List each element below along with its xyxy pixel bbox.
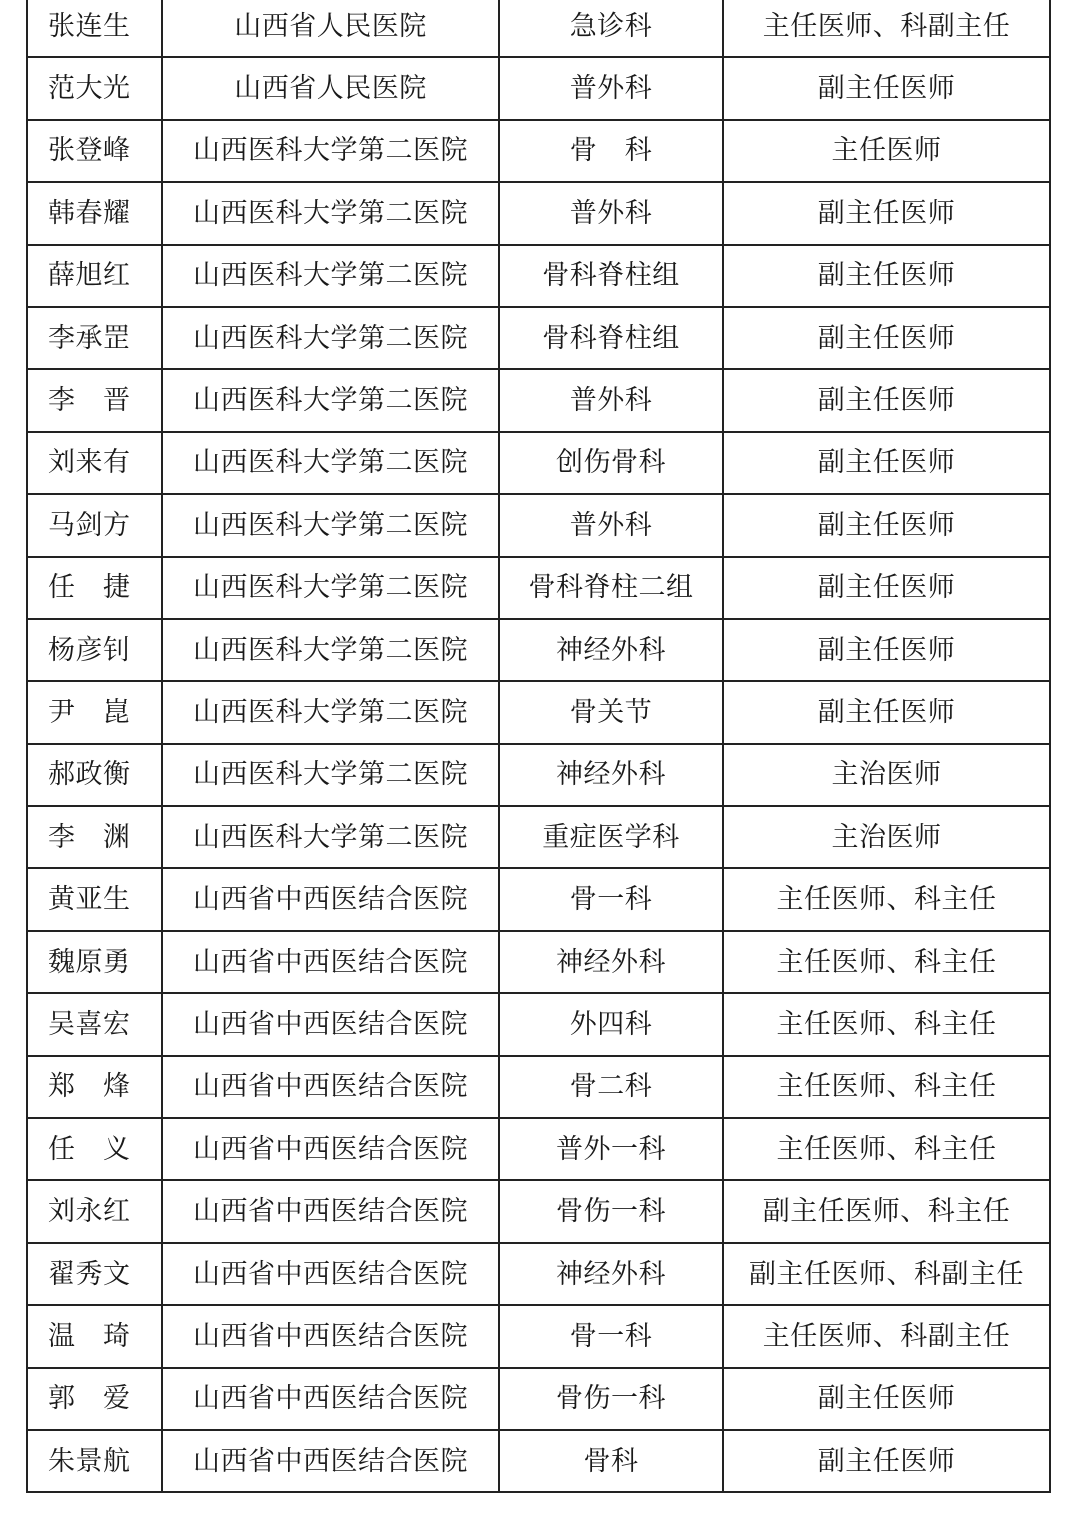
- doctor-name-cell: 李 渊: [27, 806, 162, 868]
- doctor-name-cell: 郭 爱: [27, 1368, 162, 1430]
- hospital-cell: 山西医科大学第二医院: [162, 120, 499, 182]
- department-cell: 骨科脊柱组: [499, 307, 723, 369]
- table-row: [27, 744, 1050, 806]
- hospital-cell: 山西医科大学第二医院: [162, 557, 499, 619]
- doctor-name-cell: 李 晋: [27, 369, 162, 431]
- department-cell: 创伤骨科: [499, 432, 723, 494]
- hospital-cell: 山西医科大学第二医院: [162, 369, 499, 431]
- table-row: [27, 369, 1050, 431]
- table-row: [27, 1243, 1050, 1305]
- table-row: [27, 57, 1050, 119]
- doctor-name-cell: 范大光: [27, 57, 162, 119]
- doctor-name-cell: 尹 崑: [27, 681, 162, 743]
- doctor-name-cell: 吴喜宏: [27, 993, 162, 1055]
- title-cell: 副主任医师: [723, 681, 1050, 743]
- table-row: [27, 494, 1050, 556]
- title-cell: 主治医师: [723, 806, 1050, 868]
- department-cell: 骨伤一科: [499, 1368, 723, 1430]
- hospital-cell: 山西省人民医院: [162, 57, 499, 119]
- title-cell: 副主任医师: [723, 57, 1050, 119]
- department-cell: 普外科: [499, 57, 723, 119]
- doctor-roster-table: [26, 0, 1051, 1493]
- roster-body: [27, 0, 1050, 1492]
- doctor-name-cell: 任 义: [27, 1118, 162, 1180]
- title-cell: 主任医师、科主任: [723, 868, 1050, 930]
- hospital-cell: 山西医科大学第二医院: [162, 245, 499, 307]
- table-row: [27, 1368, 1050, 1430]
- title-cell: 副主任医师: [723, 494, 1050, 556]
- hospital-cell: 山西省中西医结合医院: [162, 1430, 499, 1492]
- department-cell: 骨伤一科: [499, 1180, 723, 1242]
- doctor-name-cell: 刘来有: [27, 432, 162, 494]
- title-cell: 副主任医师: [723, 1430, 1050, 1492]
- table-row: [27, 1118, 1050, 1180]
- table-row: [27, 931, 1050, 993]
- table-row: [27, 619, 1050, 681]
- hospital-cell: 山西医科大学第二医院: [162, 432, 499, 494]
- title-cell: 副主任医师: [723, 432, 1050, 494]
- table-row: [27, 1430, 1050, 1492]
- table-row: [27, 120, 1050, 182]
- title-cell: 副主任医师: [723, 182, 1050, 244]
- doctor-name-cell: 郑 烽: [27, 1056, 162, 1118]
- department-cell: 神经外科: [499, 931, 723, 993]
- table-row: [27, 1305, 1050, 1367]
- table-row: [27, 868, 1050, 930]
- title-cell: 主任医师、科主任: [723, 1056, 1050, 1118]
- doctor-name-cell: 李承罡: [27, 307, 162, 369]
- title-cell: 主任医师、科副主任: [723, 0, 1050, 57]
- hospital-cell: 山西省人民医院: [162, 0, 499, 57]
- hospital-cell: 山西医科大学第二医院: [162, 182, 499, 244]
- table-row: [27, 1056, 1050, 1118]
- department-cell: 骨一科: [499, 868, 723, 930]
- doctor-name-cell: 温 琦: [27, 1305, 162, 1367]
- hospital-cell: 山西省中西医结合医院: [162, 1118, 499, 1180]
- doctor-name-cell: 刘永红: [27, 1180, 162, 1242]
- hospital-cell: 山西医科大学第二医院: [162, 744, 499, 806]
- doctor-name-cell: 张连生: [27, 0, 162, 57]
- hospital-cell: 山西省中西医结合医院: [162, 931, 499, 993]
- title-cell: 主任医师: [723, 120, 1050, 182]
- department-cell: 急诊科: [499, 0, 723, 57]
- hospital-cell: 山西省中西医结合医院: [162, 868, 499, 930]
- title-cell: 副主任医师: [723, 557, 1050, 619]
- doctor-name-cell: 黄亚生: [27, 868, 162, 930]
- department-cell: 神经外科: [499, 619, 723, 681]
- title-cell: 副主任医师、科主任: [723, 1180, 1050, 1242]
- department-cell: 神经外科: [499, 744, 723, 806]
- doctor-name-cell: 魏原勇: [27, 931, 162, 993]
- table-row: [27, 432, 1050, 494]
- title-cell: 主治医师: [723, 744, 1050, 806]
- table-row: [27, 182, 1050, 244]
- department-cell: 骨科脊柱二组: [499, 557, 723, 619]
- hospital-cell: 山西省中西医结合医院: [162, 1056, 499, 1118]
- doctor-name-cell: 薛旭红: [27, 245, 162, 307]
- table-row: [27, 806, 1050, 868]
- department-cell: 骨科: [499, 1430, 723, 1492]
- hospital-cell: 山西医科大学第二医院: [162, 619, 499, 681]
- doctor-name-cell: 翟秀文: [27, 1243, 162, 1305]
- title-cell: 主任医师、科主任: [723, 1118, 1050, 1180]
- doctor-name-cell: 郝政衡: [27, 744, 162, 806]
- table-row: [27, 0, 1050, 57]
- department-cell: 骨科脊柱组: [499, 245, 723, 307]
- department-cell: 普外科: [499, 182, 723, 244]
- table-row: [27, 993, 1050, 1055]
- doctor-name-cell: 马剑方: [27, 494, 162, 556]
- department-cell: 骨 科: [499, 120, 723, 182]
- hospital-cell: 山西医科大学第二医院: [162, 681, 499, 743]
- hospital-cell: 山西省中西医结合医院: [162, 993, 499, 1055]
- hospital-cell: 山西省中西医结合医院: [162, 1243, 499, 1305]
- department-cell: 重症医学科: [499, 806, 723, 868]
- hospital-cell: 山西省中西医结合医院: [162, 1180, 499, 1242]
- title-cell: 副主任医师: [723, 619, 1050, 681]
- department-cell: 骨二科: [499, 1056, 723, 1118]
- department-cell: 神经外科: [499, 1243, 723, 1305]
- title-cell: 副主任医师: [723, 245, 1050, 307]
- doctor-name-cell: 韩春耀: [27, 182, 162, 244]
- title-cell: 副主任医师、科副主任: [723, 1243, 1050, 1305]
- department-cell: 外四科: [499, 993, 723, 1055]
- hospital-cell: 山西医科大学第二医院: [162, 494, 499, 556]
- title-cell: 副主任医师: [723, 1368, 1050, 1430]
- table-row: [27, 307, 1050, 369]
- department-cell: 普外科: [499, 369, 723, 431]
- table-row: [27, 245, 1050, 307]
- department-cell: 骨一科: [499, 1305, 723, 1367]
- doctor-name-cell: 任 捷: [27, 557, 162, 619]
- doctor-name-cell: 朱景航: [27, 1430, 162, 1492]
- department-cell: 普外科: [499, 494, 723, 556]
- hospital-cell: 山西省中西医结合医院: [162, 1368, 499, 1430]
- table-row: [27, 1180, 1050, 1242]
- hospital-cell: 山西省中西医结合医院: [162, 1305, 499, 1367]
- department-cell: 骨关节: [499, 681, 723, 743]
- table-row: [27, 681, 1050, 743]
- doctor-name-cell: 杨彦钊: [27, 619, 162, 681]
- doctor-name-cell: 张登峰: [27, 120, 162, 182]
- department-cell: 普外一科: [499, 1118, 723, 1180]
- table-row: [27, 557, 1050, 619]
- title-cell: 主任医师、科主任: [723, 931, 1050, 993]
- title-cell: 副主任医师: [723, 307, 1050, 369]
- title-cell: 副主任医师: [723, 369, 1050, 431]
- roster-sheet: [26, 0, 1049, 1493]
- title-cell: 主任医师、科副主任: [723, 1305, 1050, 1367]
- hospital-cell: 山西医科大学第二医院: [162, 307, 499, 369]
- hospital-cell: 山西医科大学第二医院: [162, 806, 499, 868]
- title-cell: 主任医师、科主任: [723, 993, 1050, 1055]
